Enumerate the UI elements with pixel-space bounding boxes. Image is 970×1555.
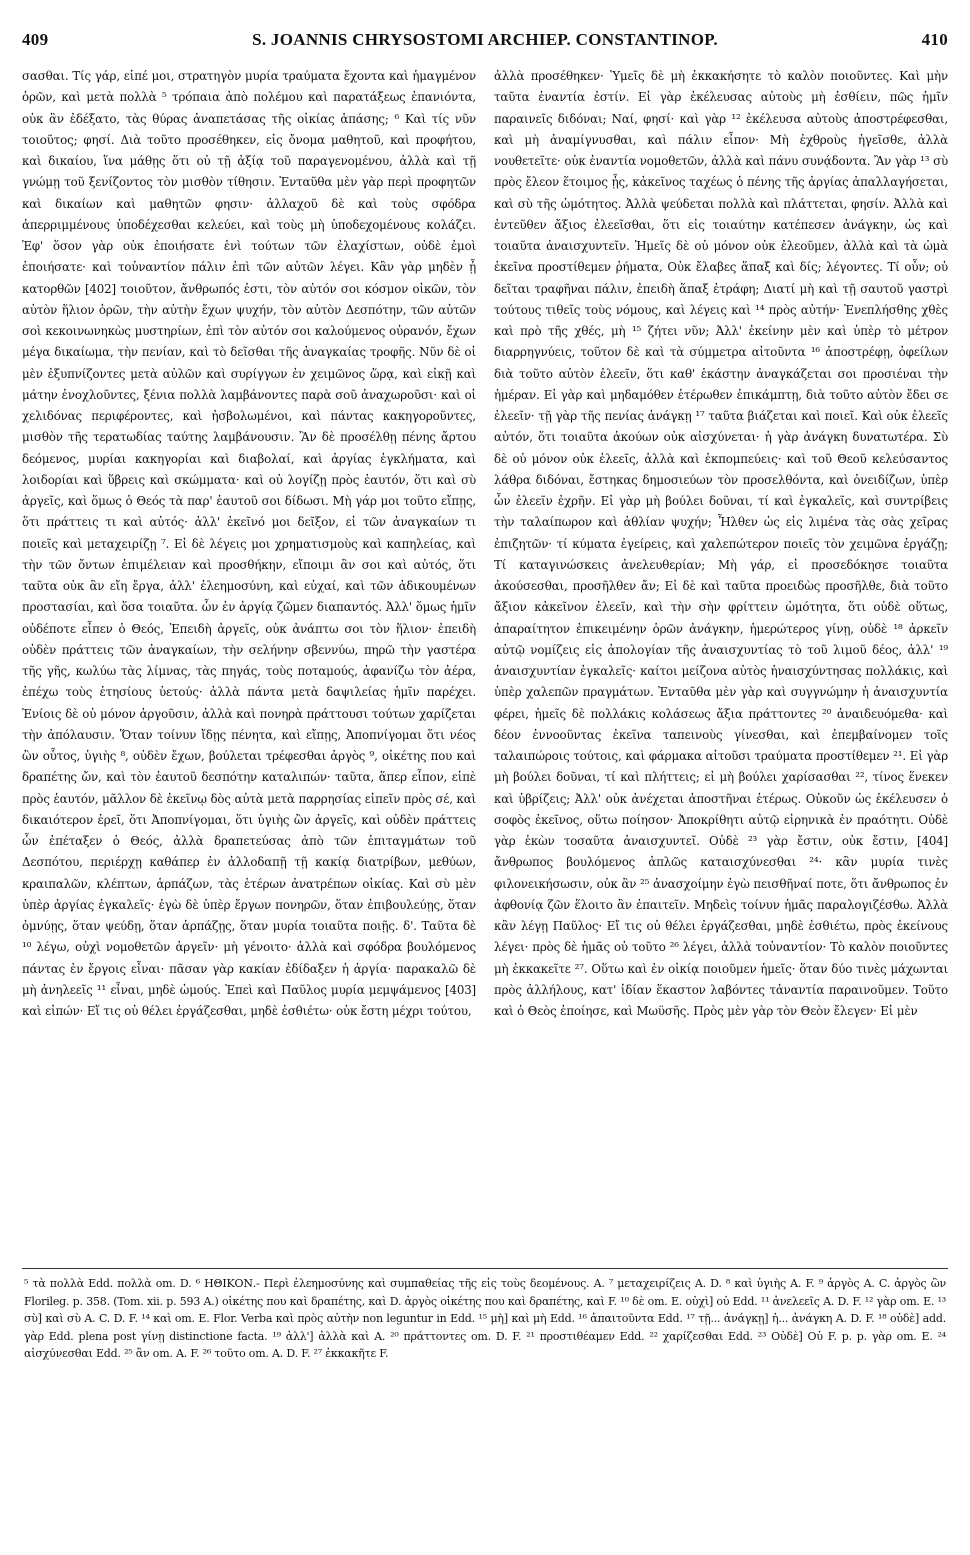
page-number-right: 410 [921, 30, 948, 49]
left-column [22, 66, 476, 1256]
right-column [494, 66, 948, 1256]
footnote-divider [22, 1268, 948, 1269]
right-column-text: ἀλλὰ προσέθηκεν· Ὑμεῖς δὲ μὴ ἐκκακήσητε τὸ καλὸν ποιοῦντες. Καὶ μὴν ταῦτα ἐναντία ἐστίν. Εἰ γὰρ ἐκέλευσας αὐτοὺς μὴ ἐσθίειν, πῶς ἡμῖν παραινεῖς διδόναι; Ναί, φησί· καὶ γὰρ ¹² ἐκέλευσα αὐτοὺς ἀποστρέφεσθαι, καὶ μὴ ἀναμίγνυσθαι, καὶ πάλιν εἶπον· Μὴ ἐχθροὺς ἡγεῖσθε, ἀλλὰ νουθετεῖτε· οὐκ ἐναντία νομοθετῶν, ἀλλὰ καὶ πάνυ συνᾴδοντα. Ἂν γὰρ ¹³ σὺ πρὸς ἔλεον ἕτοιμος ᾖς, κἀκεῖνος ταχέως ὁ πένης τῆς ἀργίας ἀπαλλαγήσεται, καὶ σὺ τῆς ὠμότητος. Ἀλλὰ ψεύδεται πολλὰ καὶ πλάττεται, φησίν. Ἀλλὰ καὶ ἐντεῦθεν ἄξιος ἐλεεῖσθαι, ὅτι εἰς τοιαύτην κατέπεσεν ἀνάγκην, ὡς καὶ τοιαῦτα ἀναισχυντεῖν. Ἡμεῖς δὲ οὐ μόνον οὐκ ἐλεοῦμεν, ἀλλὰ καὶ τὰ ὠμὰ ἐκεῖνα προστίθεμεν ῥήματα, Οὐκ ἔλαβες ἅπαξ καὶ δίς; λέγοντες. Τί οὖν; οὐ δεῖται τραφῆναι πάλιν, ἐπειδὴ ἅπαξ ἐτράφη; Διατί μὴ καὶ τῇ σαυτοῦ γαστρὶ τούτους τιθεῖς τοὺς νόμους, καὶ λέγεις καὶ ¹⁴ πρὸς αὐτήν· Ἐνεπλήσθης χθὲς καὶ πρὸ τῆς χθές, μὴ ¹⁵ ζήτει νῦν; Ἀλλ' ἐκείνην μὲν καὶ ὑπὲρ τὸ μέτρον διαρρηγνύεις, τοῦτον δὲ καὶ τὰ σύμμετρα αἰτοῦντα ¹⁶ ἀποστρέφῃ, ὀφείλων διὰ τοῦτο αὐτὸν ἐλεεῖν, ὅτι καθ' ἑκάστην ἀναγκάζεται σοι προσιέναι τὴν ἡμέραν. Εἰ γὰρ καὶ μηδαμόθεν ἑτέρωθεν ἐπικάμπτῃ, διὰ τοῦτο αὐτὸν ἔδει σε ἐλεεῖν· τῇ γὰρ τῆς πενίας ἀνάγκῃ ¹⁷ ταῦτα βιάζεται καὶ ποιεῖ. Καὶ οὐκ ἐλεεῖς αὐτόν, ὅτι τοιαῦτα ἀκούων οὐκ αἰσχύνεται· ἡ γὰρ ἀνάγκη δυνατωτέρα. Σὺ δὲ οὐ μόνον οὐκ ἐλεεῖς, ἀλλὰ καὶ ἐκπομπεύεις· καὶ τοῦ Θεοῦ κελεύσαντος λάθρα διδόναι, ἔστηκας δημοσιεύων τὸν προσελθόντα, καὶ ὀνειδίζων, ὑπὲρ ὧν ἐλεεῖν ἐχρῆν. Εἰ γὰρ μὴ βούλει δοῦναι, τί καὶ ἐγκαλεῖς, καὶ συντρίβεις τὴν ταλαίπωρον καὶ ἀθλίαν ψυχήν; Ἦλθεν ὡς εἰς λιμένα τὰς σὰς χεῖρας ἐπιζητῶν· τί κύματα ἐγείρεις, καὶ χαλεπώτερον ποιεῖς τὸν χειμῶνα ἐργάζῃ; Τί καταγινώσκεις ἀνελευθερίαν; Μὴ γάρ, εἰ προσεδόκησε τοιαῦτα ἀκούσεσθαι, προσῆλθεν ἄν; Εἰ δὲ καὶ ταῦτα προειδὼς προσῆλθε, διὰ τοῦτο ἄξιον κἀκεῖνον ἐλεεῖν, καὶ τὴν σὴν φρίττειν ὠμότητα, ὅτι οὐδὲ οὕτως, ἀπαραίτητον ἐπικειμένην ὁρῶν ἀνάγκην, ἡμερώτερος γίνῃ, οὐδὲ ¹⁸ ἀρκεῖν αὐτῷ νομίζεις εἰς ἀπολογίαν τῆς ἀναισχυντίας τὸ τοῦ λιμοῦ δέος, ἀλλ' ¹⁹ ἀναισχυντίαν ἐγκαλεῖς· καίτοι μείζονα αὐτὸς ἠναισχύντησας πολλάκις, καὶ ὑπὲρ χαλεπῶν πραγμάτων. Ἐνταῦθα μὲν γὰρ καὶ συγγνώμην ἡ ἀναισχυντία φέρει, ἡμεῖς δὲ πολλάκις κολάσεως ἄξια πράττοντες ²⁰ ἀναιδευόμεθα· καὶ δέον ἐννοοῦντας ἐκεῖνα ταπεινοὺς γίνεσθαι, καὶ ἐπεμβαίνομεν τοῖς ταλαιπώροις τούτοις, καὶ φάρμακα αἰτοῦσι τραύματα προστίθεμεν ²¹. Εἰ γὰρ μὴ βούλει δοῦναι, τί καὶ πλήττεις; εἰ μὴ βούλει χαρίσασθαι ²², τίνος ἕνεκεν καὶ ὑβρίζεις; Ἀλλ' οὐκ ἀνέχεται ἀποστῆναι ἑτέρως. Οὐκοῦν ὡς ἐκέλευσεν ὁ σοφὸς ἐκεῖνος, οὕτω ποίησον· Ἀποκρίθητι αὐτῷ εἰρηνικὰ ἐν πραότητι. Οὐδὲ γὰρ ἑκὼν τοσαῦτα ἀναισχυντεῖ. Οὐδὲ ²³ γὰρ ἔστιν, οὐκ ἔστιν, [404] ἄνθρωπος βουλόμενος ἁπλῶς καταισχύνεσθαι ²⁴· κἂν μυρία τινὲς φιλονεικήσωσιν, οὐκ ἂν ²⁵ ἀνασχοίμην ἐγὼ πεισθῆναί ποτε, ὅτι ἄνθρωπος ἐν ἀφθονίᾳ ζῶν ἕλοιτο ἂν ἐπαιτεῖν. Μηδεὶς τοίνυν ἡμᾶς παραλογιζέσθω. Ἀλλὰ κἂν λέγῃ Παῦλος· Εἴ τις οὐ θέλει ἐργάζεσθαι, μηδὲ ἐσθιέτω, πρὸς ἐκείνους λέγει· πρὸς δὲ ἡμᾶς οὐ τοῦτο ²⁶ λέγει, ἀλλὰ τοὐναντίον· Τὸ καλὸν ποιοῦντες μὴ ἐκκακεῖτε ²⁷. Οὕτω καὶ ἐν οἰκίᾳ ποιοῦμεν ἡμεῖς· ὅταν δύο τινὲς μάχωνται πρὸς ἀλλήλους, κατ' ἰδίαν ἕκαστον λαβόντες τἀναντία παραινοῦμεν. Τοῦτο καὶ ὁ Θεὸς ἐποίησε, καὶ Μωϋσῆς. Πρὸς μὲν γὰρ τὸν Θεὸν ἔλεγεν· Εἰ μὲν [494, 69, 948, 1018]
page-number-left: 409 [22, 30, 49, 49]
footnotes: ⁵ τὰ πολλὰ Edd. πολλὰ om. D. ⁶ ΗΘΙΚΟΝ.- Περὶ ἐλεημοσύνης καὶ συμπαθείας τῆς εἰς τοὺς δεομένους. A. ⁷ μεταχειρίζεις A. D. ⁸ καὶ ὑγιὴς A. F. ⁹ ἀργὸς A. C. ἀργὸς ὢν Florileg. p. 358. (Tom. xii. p. 593 A.) οἰκέτης που καὶ δραπέτης, καὶ D. ἀργὸς οἰκέτης που καὶ δραπέτης, καὶ F. ¹⁰ δὲ om. E. οὐχὶ] οὐ Edd. ¹¹ ἀνελεεῖς A. D. F. ¹² γὰρ om. E. ¹³ σὺ] καὶ σὺ A. C. D. F. ¹⁴ καὶ om. E. Flor. Verba καὶ πρὸς αὐτὴν non leguntur in Edd. ¹⁵ μὴ] καὶ μὴ Edd. ¹⁶ ἀπαιτοῦντα Edd. ¹⁷ τῇ... ἀνάγκῃ] ἡ... ἀνάγκη A. D. F. ¹⁸ οὐδὲ] add. γὰρ Edd. plena post γίνῃ distinctione facta. ¹⁹ ἀλλ'] ἀλλὰ καὶ A. ²⁰ πράττοντες om. D. F. ²¹ προστιθέαμεν Edd. ²² χαρίζεσθαι Edd. ²³ Οὐδὲ] Οὐ F. p. p. γὰρ om. E. ²⁴ αἰσχύνεσθαι Edd. ²⁵ ἂν om. A. F. ²⁶ τοῦτο om. A. D. F. ²⁷ ἐκκακῆτε F. [24, 1277, 946, 1360]
left-column-text: σασθαι. Τίς γάρ, εἰπέ μοι, στρατηγὸν μυρία τραύματα ἔχοντα καὶ ἡμαγμένον ὁρῶν, καὶ μετὰ πολλὰ ⁵ τρόπαια ἀπὸ πολέμου καὶ παρατάξεως ἐπανιόντα, οὐκ ἂν ἐδέξατο, τὰς θύρας ἀναπετάσας τῆς οἰκίας ἁπάσης; ⁶ Καὶ τίς νῦν τοιοῦτος; φησί. Διὰ τοῦτο προσέθηκεν, εἰς ὄνομα μαθητοῦ, καὶ προφήτου, καὶ δικαίου, ἵνα μάθῃς ὅτι οὐ τῇ ἀξίᾳ τοῦ παραγενομένου, ἀλλὰ καὶ τῇ γνώμῃ τοῦ ξενίζοντος τὸν μισθὸν τίθησιν. Ἐνταῦθα μὲν γὰρ περὶ προφητῶν καὶ δικαίων καὶ μαθητῶν φησιν· ἀλλαχοῦ δὲ καὶ τοὺς σφόδρα ἀπερριμμένους ὑποδέχεσθαι κελεύει, καὶ τοὺς μὴ ὑποδεχομένους κολάζει. Ἐφ' ὅσον γὰρ οὐκ ἐποιήσατε ἑνὶ τούτων τῶν ἐλαχίστων, οὐδὲ ἐμοὶ ἐποιήσατε· καὶ τοὐναντίον πάλιν ἐπὶ τῶν αὐτῶν λέγει. Κἂν γὰρ μηδὲν ᾖ κατορθῶν [402] τοιοῦτον, ἄνθρωπός ἐστι, τὸν αὐτόν σοι κόσμον οἰκῶν, τὸν αὐτὸν ἥλιον ὁρῶν, τὴν αὐτὴν ἔχων ψυχήν, τὸν αὐτὸν Δεσπότην, τῶν αὐτῶν σοὶ κεκοινωνηκὼς μυστηρίων, ἐπὶ τὸν αὐτόν σοι καλούμενος οὐρανόν, ἔχων μέγα δικαίωμα, τὴν πενίαν, καὶ τὸ δεῖσθαι τῆς ἀναγκαίας τροφῆς. Νῦν δὲ οἱ μὲν ἐξυπνίζοντες μετὰ αὐλῶν καὶ συρίγγων ἐν χειμῶνος ὥρᾳ, καὶ εἰκῇ καὶ μάτην ἐνοχλοῦντες, ξένια πολλὰ λαμβάνοντες παρὰ σοῦ ἀναχωροῦσι· καὶ οἱ χελιδόνας περιφέροντες, καὶ ἠσβολωμένοι, καὶ πάντας κακηγοροῦντες, μισθὸν τῆς τερατωδίας ταύτης λαμβάνουσιν. Ἂν δὲ προσέλθῃ πένης ἄρτου δεόμενος, μυρίαι κακηγορίαι καὶ διαβολαί, καὶ ἀργίας ἐγκλήματα, καὶ λοιδορίαι καὶ ὕβρεις καὶ σκώμματα· καὶ οὐ λογίζῃ πρὸς ἑαυτόν, ὅτι καὶ σὺ ἀργεῖς, καὶ ὅμως ὁ Θεός τὰ παρ' ἑαυτοῦ σοι δίδωσι. Μὴ γάρ μοι τοῦτο εἴπῃς, ὅτι πράττεις τι καὶ αὐτός· ἀλλ' ἐκεῖνό μοι δεῖξον, εἰ τῶν ἀναγκαίων τι ποιεῖς καὶ μεταχειρίζῃ ⁷. Εἰ δὲ λέγεις μοι χρηματισμοὺς καὶ καπηλείας, καὶ τὴν τῶν ὄντων ἐπιμέλειαν καὶ προσθήκην, εἴποιμι ἂν σοι καὶ αὐτός, ὅτι ταῦτα οὐκ ἂν εἴη ἔργα, ἀλλ' ἐλεημοσύνη, καὶ εὐχαί, καὶ τῶν ἀδικουμένων προστασίαι, καὶ ὅσα τοιαῦτα. ὧν ἐν ἀργίᾳ ζῶμεν διαπαντός. Ἀλλ' ὅμως ἡμῖν οὐδέποτε εἶπεν ὁ Θεός, Ἐπειδὴ ἀργεῖς, οὐκ ἀνάπτω σοι τὸν ἥλιον· ἐπειδὴ οὐδὲν πράττεις τῶν ἀναγκαίων, τὴν σελήνην σβεννύω, πηρῶ τὴν γαστέρα τῆς γῆς, κωλύω τὰς λίμνας, τὰς πηγάς, τοὺς ποταμούς, ἀφανίζω τὸν ἀέρα, ἐπέχω τοὺς ἐτησίους ὑετούς· ἀλλὰ πάντα μετὰ δαψιλείας ἡμῖν παρέχει. Ἐνίοις δὲ οὐ μόνον ἀργοῦσιν, ἀλλὰ καὶ πονηρὰ πράττουσι τούτων χαρίζεται τὴν ἀπόλαυσιν. Ὅταν τοίνυν ἴδῃς πένητα, καὶ εἴπῃς, Ἀποπνίγομαι ὅτι νέος ὢν οὗτος, ὑγιὴς ⁸, οὐδὲν ἔχων, βούλεται τρέφεσθαι ἀργὸς ⁹, οἰκέτης που καὶ δραπέτης ὤν, καὶ τὸν ἑαυτοῦ δεσπότην καταλιπών· ταῦτα, ἅπερ εἶπον, εἰπὲ πρὸς ἑαυτόν, μᾶλλον δὲ ἐκεῖνῳ δὸς αὐτὰ μετὰ παρρησίας εἰπεῖν πρὸς σέ, καὶ δικαιότερον ἐρεῖ, ὅτι Ἀποπνίγομαι, ὅτι ὑγιὴς ὢν ἀργεῖς, καὶ οὐδὲν πράττεις ὧν ἐπέταξεν ὁ Θεός, ἀλλὰ δραπετεύσας ἀπὸ τῶν ἐπιταγμάτων τοῦ Δεσπότου, περιέρχῃ καθάπερ ἐν ἀλλοδαπῇ τῇ κακίᾳ διατρίβων, μεθύων, κραιπαλῶν, κλέπτων, ἁρπάζων, τὰς ἑτέρων ἀνατρέπων οἰκίας. Καὶ σὺ μὲν ὑπὲρ ἀργίας ἐγκαλεῖς· ἐγὼ δὲ ὑπὲρ ἔργων πονηρῶν, ὅταν ἐπιβουλεύῃς, ὅταν ὀμνύῃς, ὅταν ψεύδῃ, ὅταν ἁρπάζῃς, ὅταν μυρία τοιαῦτα ποιῇς. δ'. Ταῦτα δὲ ¹⁰ λέγω, οὐχὶ νομοθετῶν ἀργεῖν· μὴ γένοιτο· ἀλλὰ καὶ σφόδρα βουλόμενος πάντας ἐν ἔργοις εἶναι· πᾶσαν γὰρ κακίαν ἐδίδαξεν ἡ ἀργία· παρακαλῶ δὲ μὴ ἀνηλεεῖς ¹¹ εἶναι, μηδὲ ὠμούς. Ἐπεὶ καὶ Παῦλος μυρία μεμψάμενος [403] καὶ εἰπών· Εἴ τις οὐ θέλει ἐργάζεσθαι, μηδὲ ἐσθιέτω· οὐκ ἔστη μέχρι τούτου, [22, 69, 476, 1018]
running-title: S. JOANNIS CHRYSOSTOMI ARCHIEP. CONSTANTINOP. [252, 30, 718, 49]
running-head [22, 30, 948, 56]
text-columns [22, 66, 948, 1256]
